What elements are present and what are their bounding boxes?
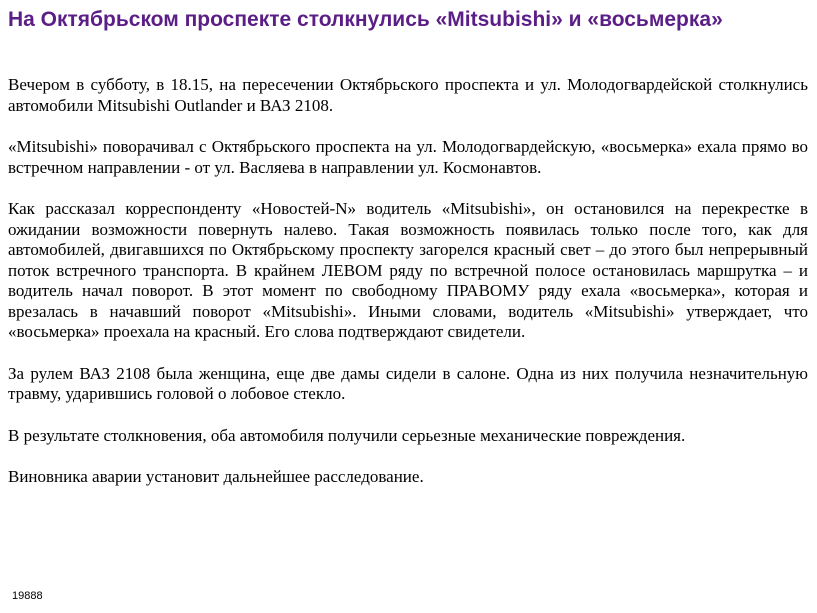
article-paragraph-5: В результате столкновения, оба автомобиля получили серьезные механические повреждения. bbox=[8, 425, 686, 445]
article-paragraph-6: Виновника аварии установит дальнейшее расследование. bbox=[8, 467, 424, 486]
article-paragraph-1: Вечером в субботу, в 18.15, на пересечении Октябрьского проспекта и ул. Молодогвардейской столкнулись автомобили Mitsubishi Outlander и ВАЗ 2108. bbox=[8, 75, 808, 115]
article-paragraph-4: За рулем ВАЗ 2108 была женщина, еще две дамы сидели в салоне. Одна из них получила незначительную травму, ударившись головой о лобовое стекло. bbox=[8, 363, 808, 403]
article-title: На Октябрьском проспекте столкнулись «Mitsubishi» и «восьмерка» bbox=[8, 8, 723, 31]
article bbox=[8, 0, 808, 488]
article-body bbox=[8, 75, 808, 488]
article-paragraph-2: «Mitsubishi» поворачивал с Октябрьского проспекта на ул. Молодогвардейскую, «восьмерка» ехала прямо во встречном направлении - от ул. Васляева в направлении ул. Космонавтов. bbox=[8, 137, 808, 177]
view-counter: 19888 bbox=[12, 590, 43, 602]
article-paragraph-3: Как рассказал корреспонденту «Новостей-N» водитель «Mitsubishi», он остановился на перекрестке в ожидании возможности повернуть налево. Такая возможность появилась только после того, как для автомобилей, двигавшихся по Октябрьскому проспекту загорелся красный свет – до этого был непрерывный поток встречного транспорта. В крайнем ЛЕВОМ ряду по встречной полосе остановилась маршрутка – и водитель начал поворот. В этот момент по свободному ПРАВОМУ ряду ехала «восьмерка», которая и врезалась в начавший поворот «Mitsubishi». Иными словами, водитель «Mitsubishi» утверждает, что «восьмерка» проехала на красный. Его слова подтверждают свидетели. bbox=[8, 199, 808, 341]
